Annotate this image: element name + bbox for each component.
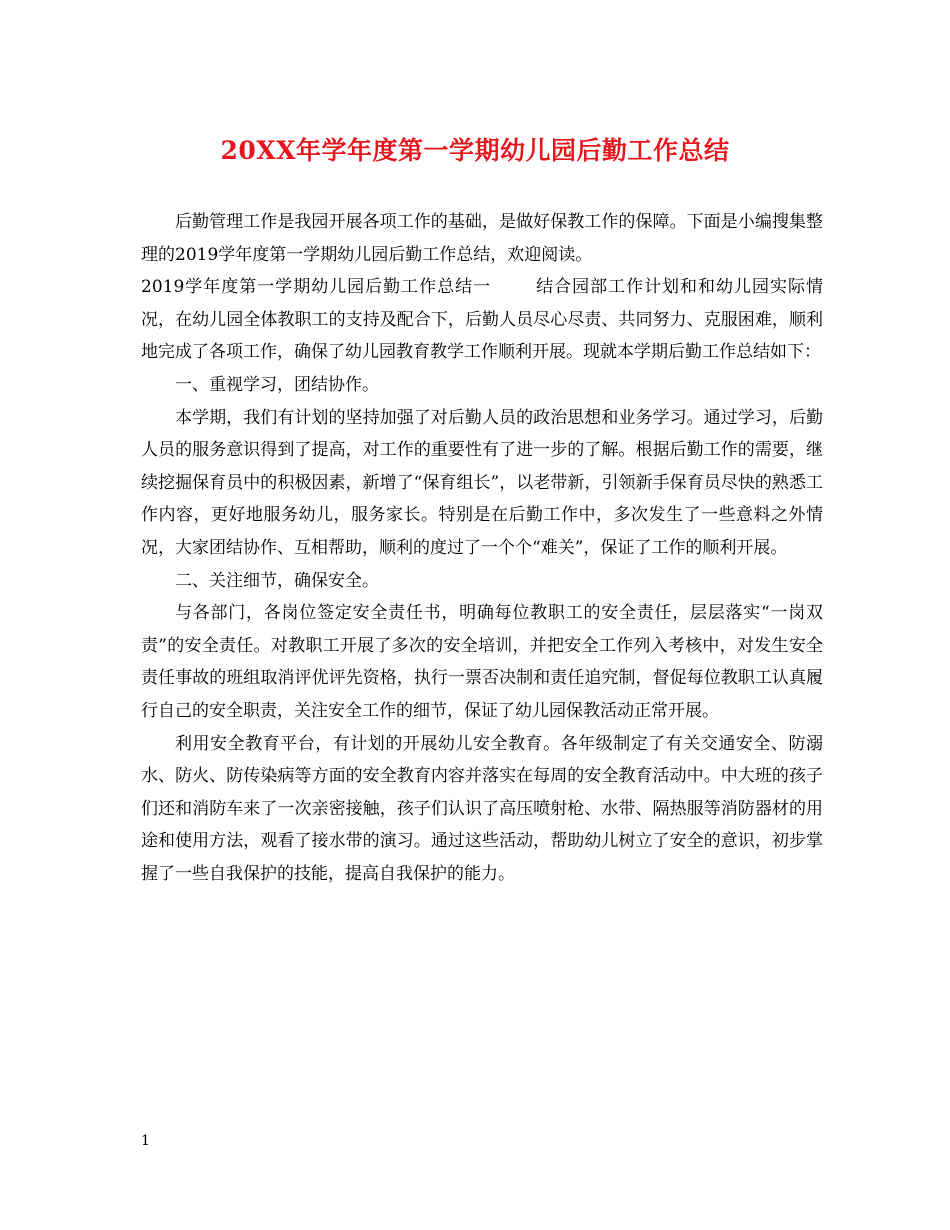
intro-paragraph: 后勤管理工作是我园开展各项工作的基础，是做好保教工作的保障。下面是小编搜集整理的2019学年度第一学期幼儿园后勤工作总结，欢迎阅读。 <box>141 212 823 265</box>
section-heading-two: 二、关注细节，确保安全。 <box>175 570 379 591</box>
section-heading-one: 一、重视学习，团结协作。 <box>175 374 379 395</box>
section-two-paragraph-1: 与各部门，各岗位签定安全责任书，明确每位教职工的安全责任，层层落实“一岗双责”的安全责任。对教职工开展了多次的安全培训，并把安全工作列入考核中，对发生安全责任事故的班组取消评优评先资格，执行一票否决制和责任追究制，督促每位教职工认真履行自己的安全职责，关注安全工作的细节，保证了幼儿园保教活动正常开展。 <box>141 603 823 721</box>
summary-one-subheading: 2019学年度第一学期幼儿园后勤工作总结一 <box>141 277 492 298</box>
document-body <box>141 206 823 890</box>
summary-one-paragraph <box>141 271 823 369</box>
page-number: 1 <box>141 1133 150 1149</box>
summary-one-text: 结合园部工作计划和和幼儿园实际情况，在幼儿园全体教职工的支持及配合下，后勤人员尽心尽责、共同努力、克服困难，顺利地完成了各项工作，确保了幼儿园教育教学工作顺利开展。现就本学期后勤工作总结如下： <box>141 277 823 363</box>
section-one-paragraph: 本学期，我们有计划的坚持加强了对后勤人员的政治思想和业务学习。通过学习，后勤人员的服务意识得到了提高，对工作的重要性有了进一步的了解。根据后勤工作的需要，继续挖掘保育员中的积极因素，新增了“保育组长”，以老带新，引领新手保育员尽快的熟悉工作内容，更好地服务幼儿，服务家长。特别是在后勤工作中，多次发生了一些意料之外情况，大家团结协作、互相帮助，顺利的度过了一个个“难关”，保证了工作的顺利开展。 <box>141 407 823 558</box>
document-title: 20XX年学年度第一学期幼儿园后勤工作总结 <box>220 136 730 165</box>
section-two-paragraph-2: 利用安全教育平台，有计划的开展幼儿安全教育。各年级制定了有关交通安全、防溺水、防火、防传染病等方面的安全教育内容并落实在每周的安全教育活动中。中大班的孩子们还和消防车来了一次亲密接触，孩子们认识了高压喷射枪、水带、隔热服等消防器材的用途和使用方法，观看了接水带的演习。通过这些活动，帮助幼儿树立了安全的意识，初步掌握了一些自我保护的技能，提高自我保护的能力。 <box>141 733 823 884</box>
